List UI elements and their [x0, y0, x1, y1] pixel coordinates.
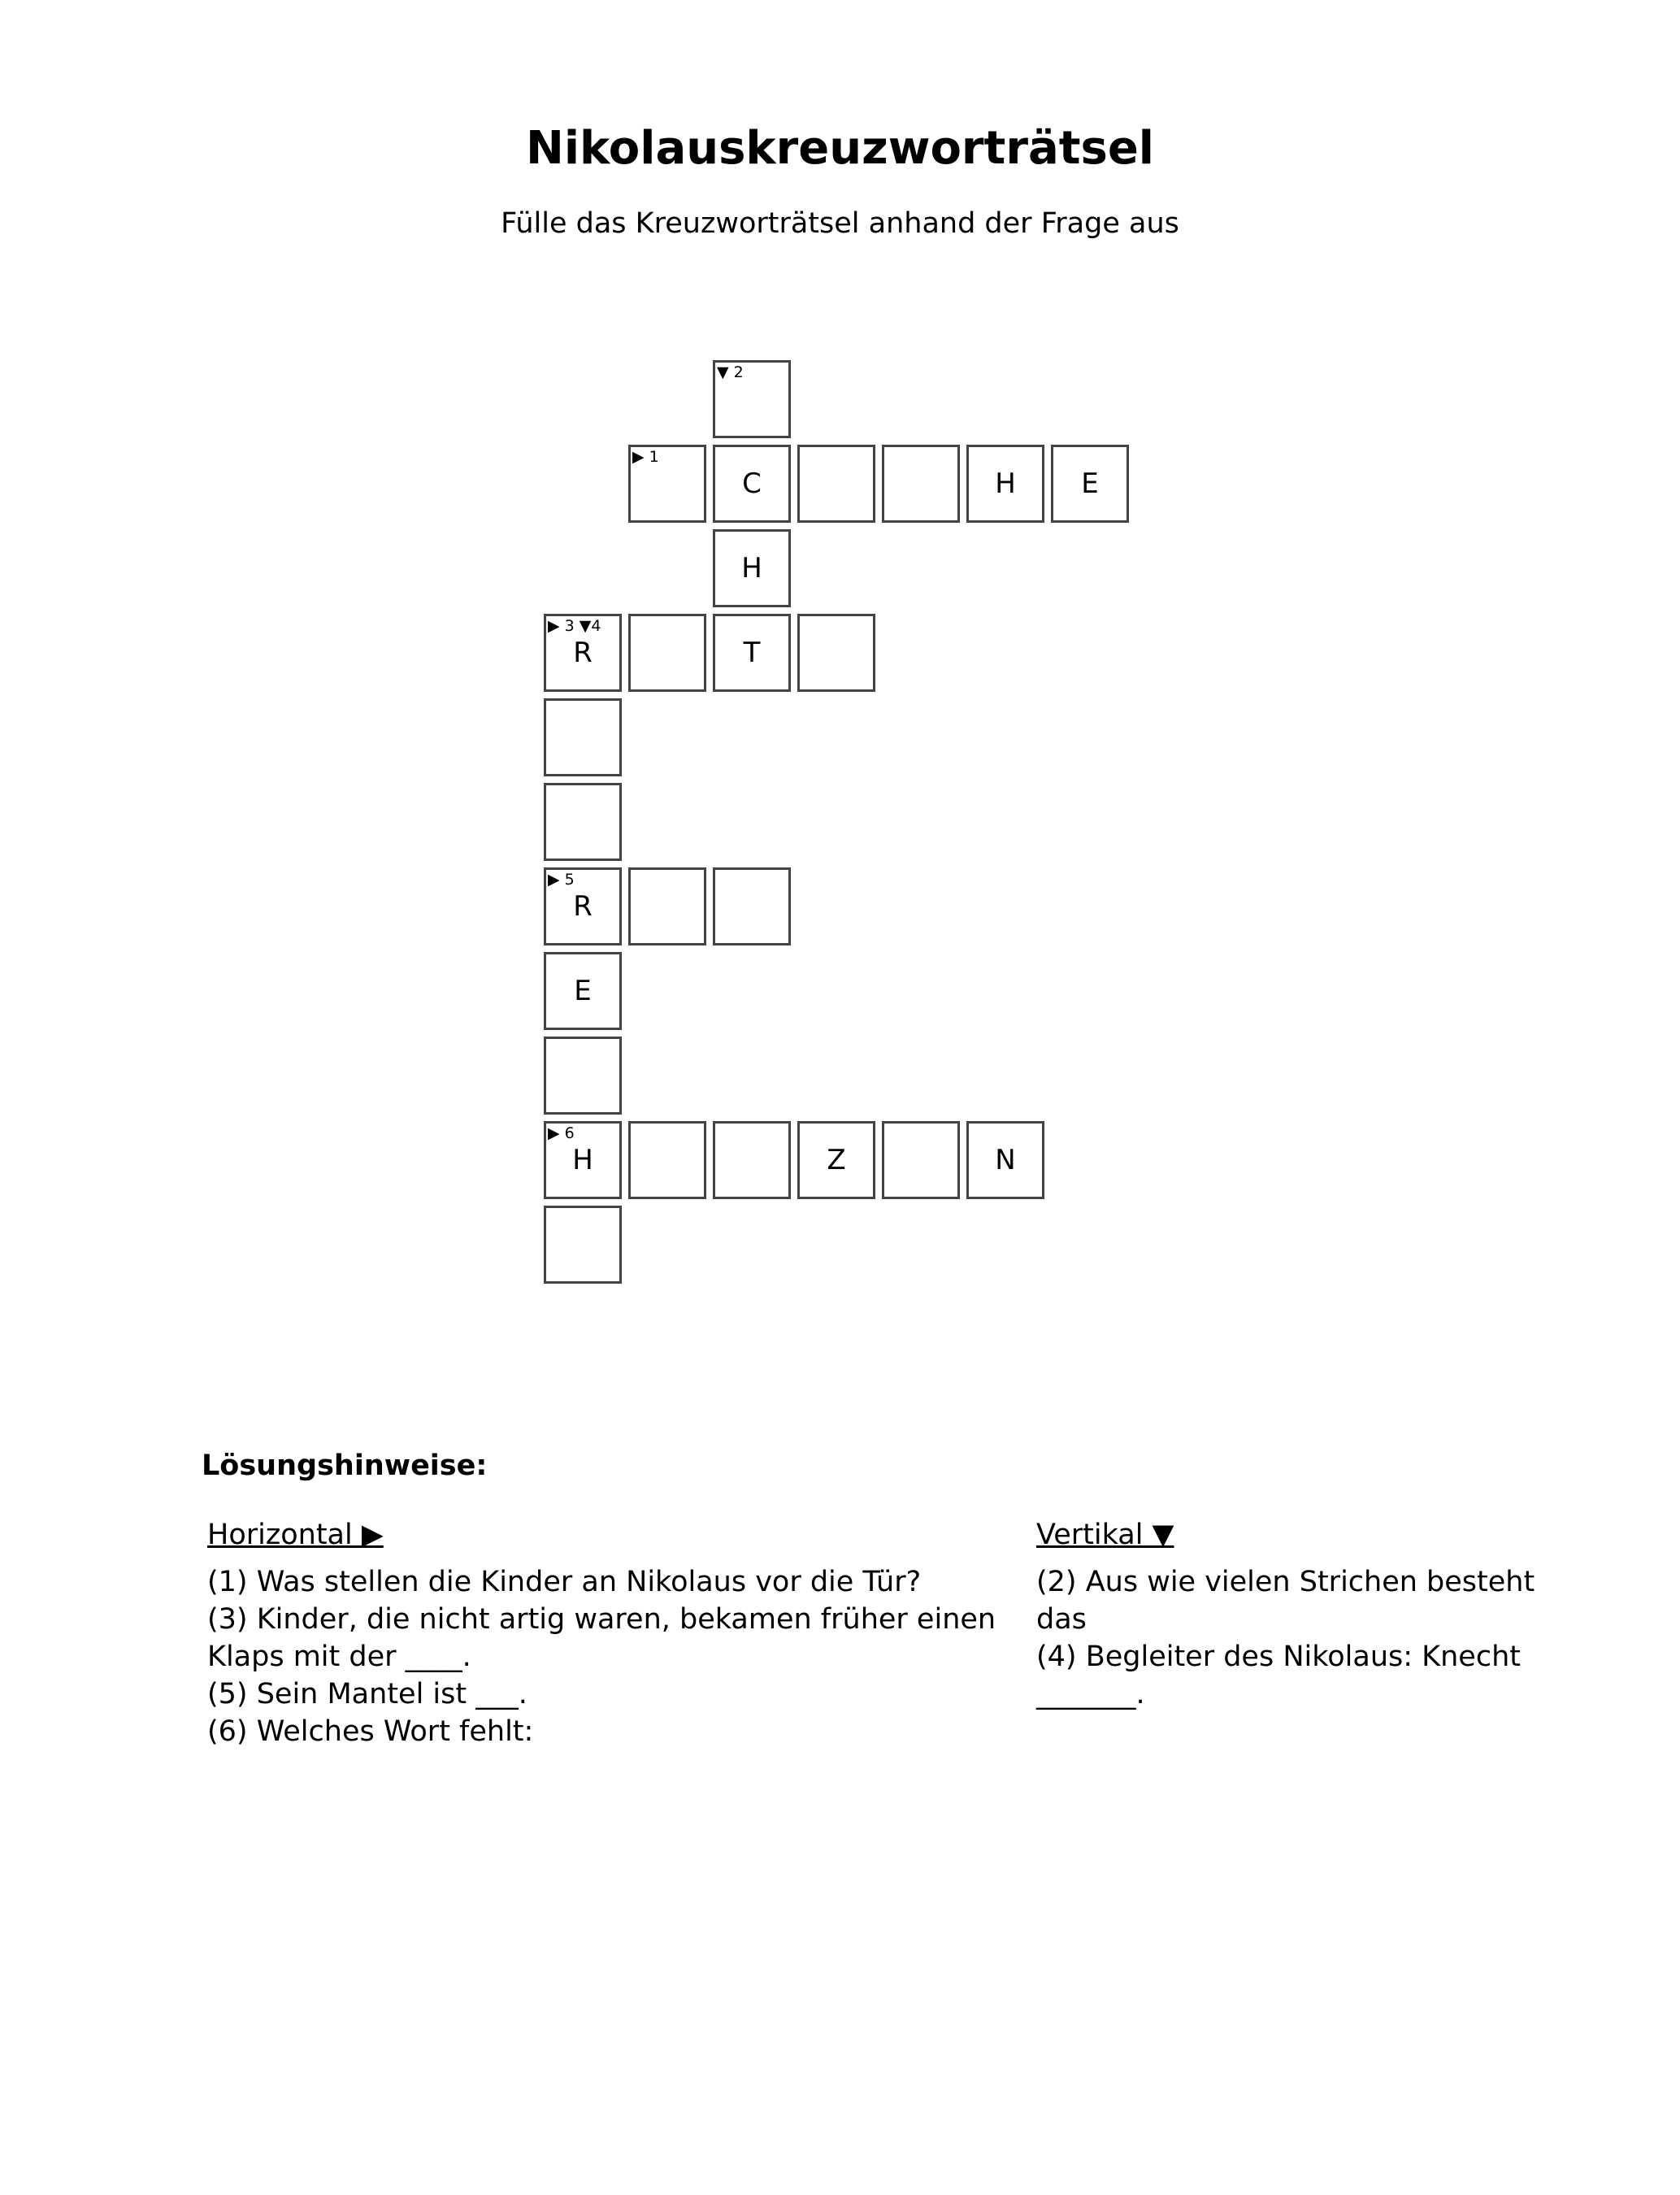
- cell-letter: H: [995, 467, 1016, 500]
- clue-number: ▶ 5: [548, 871, 575, 889]
- page-subtitle: Fülle das Kreuzworträtsel anhand der Frage aus: [501, 207, 1179, 240]
- vertical-clues: [1036, 1516, 1556, 1713]
- crossword-cell[interactable]: [713, 614, 791, 692]
- horizontal-clue: (5) Sein Mantel ist ___.: [207, 1678, 527, 1710]
- horizontal-clue: (6) Welches Wort fehlt:: [207, 1715, 534, 1748]
- hints-heading: Lösungshinweise:: [202, 1450, 488, 1482]
- crossword-cell[interactable]: [882, 1121, 960, 1199]
- cell-letter: E: [1081, 467, 1099, 500]
- crossword-cell[interactable]: [544, 783, 622, 861]
- crossword-cell[interactable]: [544, 952, 622, 1030]
- cell-letter: H: [741, 552, 762, 585]
- horizontal-heading: Horizontal ▶: [207, 1519, 384, 1551]
- crossword-cell[interactable]: [628, 614, 706, 692]
- page-title: Nikolauskreuzworträtsel: [525, 122, 1155, 175]
- crossword-cell[interactable]: [882, 445, 960, 523]
- crossword-cell[interactable]: [628, 445, 706, 523]
- crossword-cell[interactable]: [966, 445, 1044, 523]
- vertical-clue: (2) Aus wie vielen Strichen besteht das: [1036, 1566, 1535, 1636]
- crossword-cell[interactable]: [713, 1121, 791, 1199]
- crossword-cell[interactable]: [713, 360, 791, 438]
- clue-number: ▼ 2: [717, 363, 744, 381]
- cell-letter: T: [743, 637, 761, 669]
- vertical-clue: (4) Begleiter des Nikolaus: Knecht _______.: [1036, 1641, 1521, 1710]
- crossword-cell[interactable]: [713, 445, 791, 523]
- clue-number: ▶ 1: [632, 448, 659, 466]
- cell-letter: R: [573, 637, 593, 669]
- cell-letter: H: [572, 1144, 593, 1176]
- crossword-cell[interactable]: [544, 867, 622, 945]
- crossword-cell[interactable]: [544, 1206, 622, 1284]
- horizontal-clue: (1) Was stellen die Kinder an Nikolaus vor die Tür?: [207, 1566, 922, 1598]
- crossword-cell[interactable]: [628, 867, 706, 945]
- crossword-cell[interactable]: [713, 529, 791, 607]
- horizontal-clues: [207, 1516, 1004, 1750]
- cell-letter: N: [995, 1144, 1016, 1176]
- crossword-cell[interactable]: [713, 867, 791, 945]
- crossword-cell[interactable]: [1051, 445, 1129, 523]
- cell-letter: C: [742, 467, 762, 500]
- horizontal-clue: (3) Kinder, die nicht artig waren, bekamen früher einen Klaps mit der ____.: [207, 1603, 996, 1673]
- crossword-cell[interactable]: [628, 1121, 706, 1199]
- crossword-cell[interactable]: [797, 1121, 875, 1199]
- crossword-cell[interactable]: [544, 614, 622, 692]
- cell-letter: E: [574, 975, 592, 1007]
- crossword-cell[interactable]: [544, 1121, 622, 1199]
- vertical-heading: Vertikal ▼: [1036, 1519, 1174, 1551]
- crossword-cell[interactable]: [544, 698, 622, 776]
- crossword-cell[interactable]: [797, 614, 875, 692]
- crossword-cell[interactable]: [797, 445, 875, 523]
- clue-number: ▶ 3 ▼4: [548, 617, 601, 635]
- crossword-cell[interactable]: [544, 1037, 622, 1115]
- cell-letter: Z: [827, 1144, 846, 1176]
- cell-letter: R: [573, 890, 593, 923]
- crossword-cell[interactable]: [966, 1121, 1044, 1199]
- clue-number: ▶ 6: [548, 1124, 575, 1142]
